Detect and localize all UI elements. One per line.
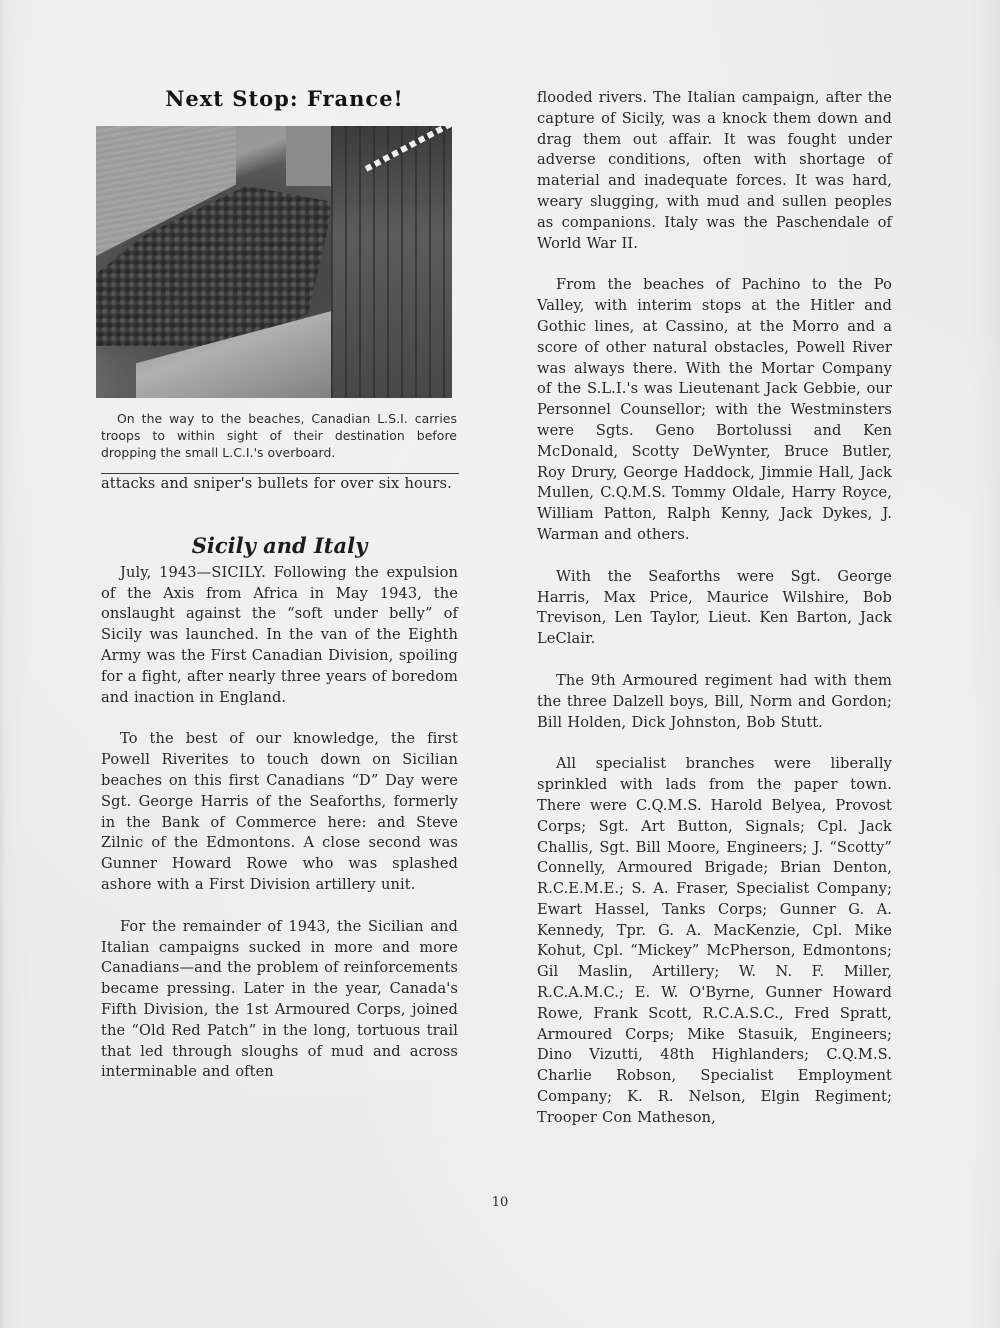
continued-text: attacks and sniper's bullets for over six hours. [101,475,452,492]
paragraph-seaforths: With the Seaforths were Sgt. George Harris, Max Price, Maurice Wilshire, Bob Trevison, Len Taylor, Lieut. Ken Barton, Jack LeClair. [537,567,892,648]
paragraph-9th-armoured: The 9th Armoured regiment had with them the three Dalzell boys, Bill, Norm and Gordon; Bill Holden, Dick Johnston, Bob Stutt. [537,671,892,731]
paragraph-pachino-to-po: From the beaches of Pachino to the Po Valley, with interim stops at the Hitler and Gothic lines, at Cassino, at the Morro and a score of other natural obstacles, Powell River was always there. With the Mortar Company of the S.L.I.'s was Lieutenant Jack Gebbie, our Personnel Counsellor; with the Westminsters were Sgts. Geno Bortolussi and Ken McDonald, Scotty DeWynter, Bruce Butler, Roy Drury, George Haddock, Jimmie Hall, Jack Mullen, C.Q.M.S. Tommy Oldale, Harry Royce, William Patton, Ralph Kenny, Jack Dykes, J. Warman and others. [537,276,892,543]
paragraph-specialist-branches: All specialist branches were liberally sprinkled with lads from the paper town. There were C.Q.M.S. Harold Belyea, Provost Corps; Sgt. Art Button, Signals; Cpl. Jack Challis, Sgt. Bill Moore, Engineers; J. “Scotty” Connelly, Armoured Brigade; Brian Denton, R.C.E.M.E.; S. A. Fraser, Specialist Company; Ewart Hassel, Tanks Corps; Gunner G. A. Kennedy, Tpr. G. A. MacKenzie, Cpl. Mike Kohut, Cpl. “Mickey” McPherson, Edmontons; Gil Maslin, Artillery; W. N. F. Miller, R.C.A.M.C.; E. W. O'Byrne, Gunner Howard Rowe, Frank Scott, R.C.A.S.C., Fred Spratt, Armoured Corps; Mike Stasuik, Engineers; Dino Vizutti, 48th Highlanders; C.Q.M.S. Charlie Robson, Specialist Employment Company; K. R. Nelson, Elgin Regiment; Trooper Con Matheson, [537,755,892,1126]
page-number: 10 [491,1195,509,1210]
right-column [537,88,892,1129]
section-title: Sicily and Italy [191,532,368,558]
paragraph-first-ashore: To the best of our knowledge, the first Powell Riverites to touch down on Sicilian beaches on this first Canadians “D” Day were Sgt. George Harris of the Seaforths, formerly in the Bank of Commerce here: and Steve Zilnic of the Edmontons. A close second was Gunner Howard Rowe who was splashed ashore with a First Division artillery unit. [101,730,458,893]
paragraph-sicily-invasion: July, 1943—SICILY. Following the expulsion of the Axis from Africa in May 1943, the onslaught against the “soft under belly” of Sicily was launched. In the van of the Eighth Army was the First Canadian Division, spoiling for a fight, after nearly three years of boredom and inaction in England. [101,563,458,706]
paragraph-italian-campaign: flooded rivers. The Italian campaign, after the capture of Sicily, was a knock them down and drag them out affair. It was fought under adverse conditions, often with shortage of material and inadequate forces. It was hard, weary slugging, with mud and sullen peoples as companions. Italy was the Paschendale of World War II. [537,89,892,252]
paragraph-remainder-1943: For the remainder of 1943, the Sicilian and Italian campaigns sucked in more and more Canadians—and the problem of reinforcements became pressing. Later in the year, Canada's Fifth Division, the 1st Armoured Corps, joined the “Old Red Patch” in the long, tortuous trail that led through sloughs of mud and across interminable and often [101,917,459,1081]
left-column [101,86,458,1083]
photo-headline: Next Stop: France! [165,86,404,111]
photo-ship-rail [331,126,452,398]
troopship-photo [96,126,452,398]
photo-caption: On the way to the beaches, Canadian L.S.I. carries troops to within sight of their destination before dropping the small L.C.I.'s overboard. [101,411,457,460]
photo-ship-bridge [286,126,336,186]
